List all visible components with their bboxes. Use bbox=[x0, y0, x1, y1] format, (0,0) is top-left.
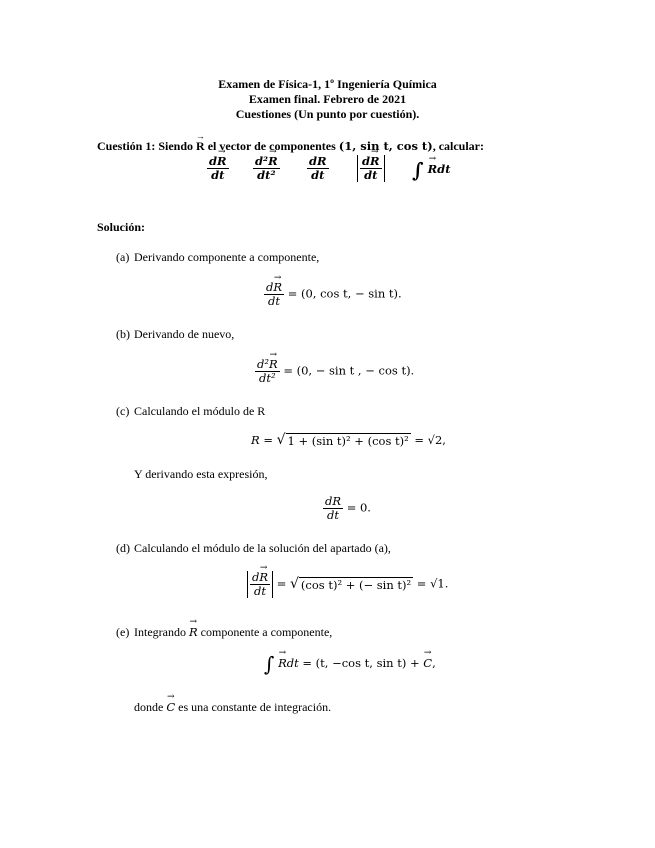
part-c-equation2: $\frac{dR}{dt}$ = 0. bbox=[325, 494, 371, 523]
part-a-label: (a) bbox=[116, 250, 130, 264]
part-d-equation: $\frac{d\to R}{dt}$ = √ (cos t)² + (− sin t)² = √1. bbox=[247, 571, 448, 598]
part-e-label: (e) bbox=[116, 625, 130, 639]
ask-dRdt: $\frac{d\to R}{dt}$ bbox=[207, 155, 229, 182]
part-c-text: Calculando el módulo de R bbox=[134, 404, 266, 418]
part-a-equation: $\frac{d\to R}{dt}$ = (0, cos t, − sin t). bbox=[264, 281, 402, 308]
question-middle: el vector de componentes bbox=[204, 139, 339, 153]
exam-subtitle: Examen final. Febrero de 2021 bbox=[248, 92, 407, 106]
part-c-equation: R = √ 1 + (sin t)² + (cos t)² = √2, bbox=[251, 432, 446, 448]
solution-heading: Solución: bbox=[97, 220, 146, 234]
part-e-text: Integrando → R componente a componente, bbox=[134, 625, 332, 640]
part-d-label: (d) bbox=[116, 541, 130, 555]
part-b-label: (b) bbox=[116, 327, 130, 341]
part-c-label: (c) bbox=[116, 404, 130, 418]
part-d-text: Calculando el módulo de la solución del apartado (a), bbox=[134, 541, 391, 555]
part-b-equation: $\frac{\text{d²→ R}}{\text{dt²}}$ = (0, − sin t , − cos t). bbox=[255, 358, 414, 385]
sqrt-sign: √ 1 + (sin t)² + (cos t)² bbox=[276, 432, 409, 448]
ask-abs-dRdt: $\frac{d\to R}{dt}$ bbox=[357, 155, 385, 182]
question-vector: → R bbox=[196, 139, 205, 154]
exam-title: Examen de Física-1, 1º Ingeniería Química bbox=[218, 77, 437, 91]
part-b-text: Derivando de nuevo, bbox=[134, 327, 235, 341]
integral-sign: ∫ bbox=[412, 158, 424, 182]
ask-d2Rdt2: $\frac{\text{d²→ R}}{\text{dt²}}$ bbox=[253, 155, 280, 182]
part-c-text2: Y derivando esta expresión, bbox=[134, 467, 268, 481]
question-components: (1, sin t, cos t) bbox=[338, 139, 433, 153]
part-e-equation: ∫ → Rdt = (t, −cos t, sin t) + → C, bbox=[264, 654, 436, 674]
question-suffix: , calcular: bbox=[432, 139, 485, 153]
question-prefix: Cuestión 1: Siendo bbox=[97, 139, 197, 153]
ask-integral: ∫ → Rdt bbox=[412, 160, 451, 180]
ask-dRdt-scalar: $\frac{dR}{dt}$ bbox=[309, 154, 327, 183]
part-a-text: Derivando componente a componente, bbox=[134, 250, 320, 264]
part-e-note: donde → C es una constante de integración. bbox=[134, 700, 331, 715]
question-statement bbox=[97, 139, 484, 154]
exam-section: Cuestiones (Un punto por cuestión). bbox=[235, 107, 420, 121]
